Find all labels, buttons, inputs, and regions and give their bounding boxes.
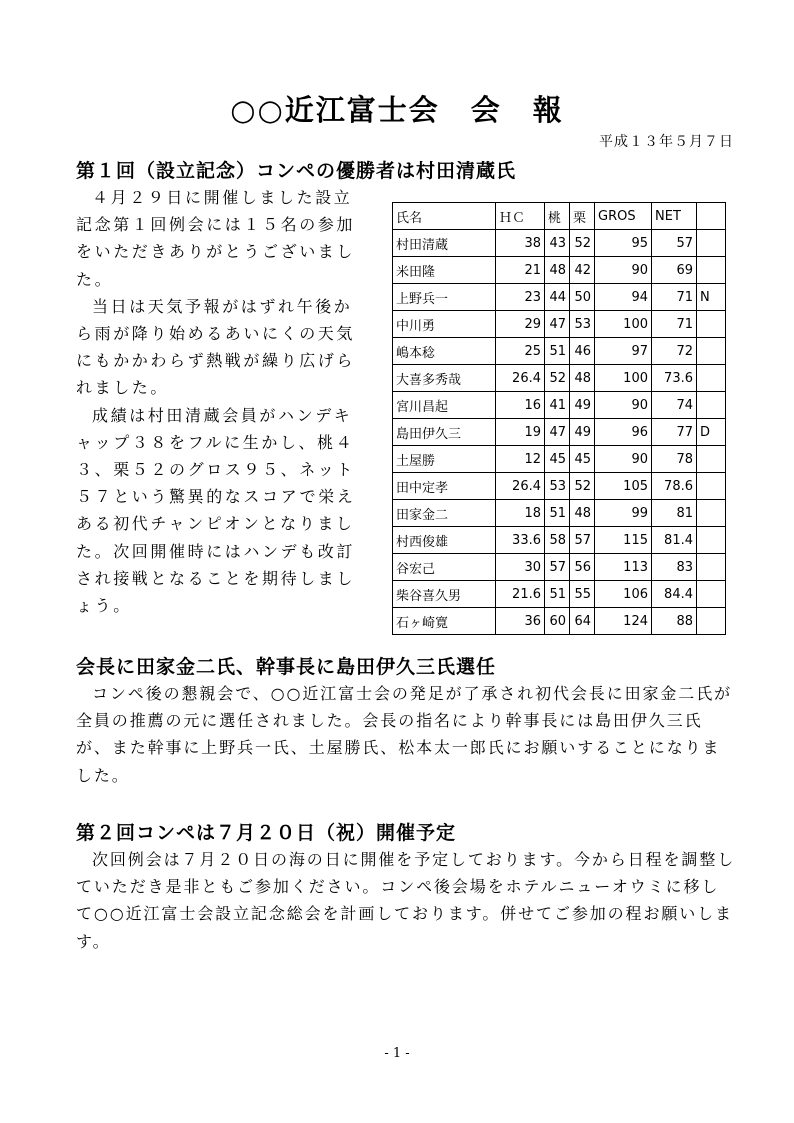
table-row [393, 581, 726, 608]
cell-hc: 16 [496, 392, 545, 419]
cell-peach: 51 [545, 338, 570, 365]
cell-net: 81.4 [652, 527, 697, 554]
cell-chestnut: 53 [570, 311, 595, 338]
cell-net: 57 [652, 230, 697, 257]
cell-gross: 90 [595, 446, 652, 473]
cell-mark: D [697, 419, 726, 446]
page-number: - 1 - [384, 1046, 410, 1061]
cell-chestnut: 48 [570, 365, 595, 392]
section1-paragraph: 成績は村田清蔵会員がハンデキャップ３８をフルに生かし、桃４３、栗５２のグロス９５、ネット５７という驚異的なスコアで栄えある初代チャンピオンとなりました。次回開催時にはハンデも改訂され接戦となることを期待しましょう。 [76, 405, 356, 616]
cell-net: 81 [652, 500, 697, 527]
cell-hc: 23 [496, 284, 545, 311]
cell-hc: 26.4 [496, 473, 545, 500]
cell-peach: 52 [545, 365, 570, 392]
header-peach: 桃 [545, 203, 570, 230]
cell-gross: 99 [595, 500, 652, 527]
section3-paragraph: 次回例会は７月２０日の海の日に開催を予定しております。今から日程を調整していただき是非ともご参加ください。コンペ後会場をホテルニューオウミに移して○○近江富士会設立記念総会を計画しております。併せてご参加の程お願いします。 [76, 850, 736, 951]
cell-mark [697, 365, 726, 392]
table-row [393, 527, 726, 554]
cell-peach: 47 [545, 419, 570, 446]
cell-chestnut: 55 [570, 581, 595, 608]
cell-name: 村田清蔵 [393, 230, 496, 257]
cell-chestnut: 57 [570, 527, 595, 554]
cell-net: 78 [652, 446, 697, 473]
table-row [393, 392, 726, 419]
cell-name: 嶋本稔 [393, 338, 496, 365]
header-gross: GROS [595, 203, 652, 230]
cell-net: 77 [652, 419, 697, 446]
cell-peach: 43 [545, 230, 570, 257]
issue-date: 平成１３年５月７日 [599, 134, 734, 150]
cell-mark [697, 554, 726, 581]
cell-mark [697, 230, 726, 257]
cell-gross: 96 [595, 419, 652, 446]
cell-name: 石ヶ崎寛 [393, 608, 496, 635]
table-row [393, 365, 726, 392]
header-chestnut: 栗 [570, 203, 595, 230]
cell-mark [697, 392, 726, 419]
table-row [393, 230, 726, 257]
cell-peach: 51 [545, 581, 570, 608]
cell-peach: 44 [545, 284, 570, 311]
cell-net: 73.6 [652, 365, 697, 392]
cell-net: 84.4 [652, 581, 697, 608]
table-row [393, 338, 726, 365]
cell-name: 中川勇 [393, 311, 496, 338]
results-table [392, 202, 726, 635]
header-hc: ＨＣ [496, 203, 545, 230]
cell-name: 米田隆 [393, 257, 496, 284]
cell-chestnut: 64 [570, 608, 595, 635]
section3-body [76, 846, 736, 955]
cell-gross: 90 [595, 257, 652, 284]
table-row [393, 257, 726, 284]
cell-name: 宮川昌起 [393, 392, 496, 419]
cell-name: 島田伊久三 [393, 419, 496, 446]
cell-gross: 94 [595, 284, 652, 311]
cell-name: 田中定孝 [393, 473, 496, 500]
results-table-body [393, 230, 726, 635]
cell-name: 土屋勝 [393, 446, 496, 473]
cell-chestnut: 49 [570, 419, 595, 446]
table-row [393, 473, 726, 500]
cell-net: 78.6 [652, 473, 697, 500]
cell-net: 88 [652, 608, 697, 635]
table-row [393, 554, 726, 581]
table-row [393, 284, 726, 311]
cell-peach: 47 [545, 311, 570, 338]
cell-chestnut: 52 [570, 230, 595, 257]
cell-net: 71 [652, 284, 697, 311]
cell-hc: 26.4 [496, 365, 545, 392]
table-row [393, 311, 726, 338]
section1-paragraph: 当日は天気予報がはずれ午後から雨が降り始めるあいにくの天気にもかかわらず熱戦が繰り広げられました。 [76, 296, 356, 398]
cell-peach: 58 [545, 527, 570, 554]
cell-gross: 95 [595, 230, 652, 257]
cell-name: 村西俊雄 [393, 527, 496, 554]
cell-gross: 105 [595, 473, 652, 500]
section1-heading: 第１回（設立記念）コンペの優勝者は村田清蔵氏 [76, 160, 517, 182]
cell-hc: 18 [496, 500, 545, 527]
cell-name: 田家金二 [393, 500, 496, 527]
cell-mark [697, 257, 726, 284]
cell-gross: 113 [595, 554, 652, 581]
cell-chestnut: 48 [570, 500, 595, 527]
table-header-row [393, 203, 726, 230]
section2-heading: 会長に田家金二氏、幹事長に島田伊久三氏選任 [76, 656, 497, 678]
cell-mark [697, 338, 726, 365]
cell-mark: N [697, 284, 726, 311]
header-net: NET [652, 203, 697, 230]
cell-peach: 45 [545, 446, 570, 473]
header-name: 氏名 [393, 203, 496, 230]
cell-chestnut: 42 [570, 257, 595, 284]
cell-mark [697, 473, 726, 500]
cell-chestnut: 46 [570, 338, 595, 365]
cell-peach: 57 [545, 554, 570, 581]
cell-hc: 21.6 [496, 581, 545, 608]
cell-hc: 33.6 [496, 527, 545, 554]
header-mark [697, 203, 726, 230]
cell-hc: 25 [496, 338, 545, 365]
cell-mark [697, 527, 726, 554]
cell-chestnut: 49 [570, 392, 595, 419]
cell-peach: 51 [545, 500, 570, 527]
cell-hc: 36 [496, 608, 545, 635]
cell-mark [697, 608, 726, 635]
cell-mark [697, 446, 726, 473]
table-row [393, 419, 726, 446]
table-row [393, 500, 726, 527]
cell-hc: 12 [496, 446, 545, 473]
cell-gross: 100 [595, 365, 652, 392]
cell-peach: 41 [545, 392, 570, 419]
cell-hc: 19 [496, 419, 545, 446]
cell-peach: 53 [545, 473, 570, 500]
section2-paragraph: コンペ後の懇親会で、○○近江富士会の発足が了承され初代会長に田家金二氏が全員の推薦の元に選任されました。会長の指名により幹事長には島田伊久三氏が、また幹事に上野兵一氏、土屋勝氏、松本太一郎氏にお願いすることになりました。 [76, 684, 733, 785]
cell-name: 谷宏己 [393, 554, 496, 581]
cell-hc: 21 [496, 257, 545, 284]
cell-gross: 100 [595, 311, 652, 338]
cell-net: 69 [652, 257, 697, 284]
cell-hc: 30 [496, 554, 545, 581]
cell-name: 大喜多秀哉 [393, 365, 496, 392]
section1-paragraph: ４月２９日に開催しました設立記念第１回例会には１５名の参加をいただきありがとうございました。 [76, 188, 356, 289]
cell-chestnut: 56 [570, 554, 595, 581]
cell-mark [697, 311, 726, 338]
cell-gross: 124 [595, 608, 652, 635]
cell-gross: 115 [595, 527, 652, 554]
cell-mark [697, 500, 726, 527]
section2-body [76, 680, 736, 789]
cell-chestnut: 45 [570, 446, 595, 473]
cell-net: 72 [652, 338, 697, 365]
cell-peach: 48 [545, 257, 570, 284]
cell-gross: 97 [595, 338, 652, 365]
cell-gross: 90 [595, 392, 652, 419]
cell-net: 83 [652, 554, 697, 581]
cell-mark [697, 581, 726, 608]
cell-net: 71 [652, 311, 697, 338]
cell-gross: 106 [595, 581, 652, 608]
cell-hc: 29 [496, 311, 545, 338]
newsletter-title: ○○近江富士会 会 報 [230, 93, 564, 127]
section3-heading: 第２回コンペは７月２０日（祝）開催予定 [76, 822, 457, 844]
table-row [393, 446, 726, 473]
cell-name: 柴谷喜久男 [393, 581, 496, 608]
cell-name: 上野兵一 [393, 284, 496, 311]
cell-chestnut: 52 [570, 473, 595, 500]
cell-peach: 60 [545, 608, 570, 635]
section1-body [76, 184, 358, 619]
cell-hc: 38 [496, 230, 545, 257]
cell-chestnut: 50 [570, 284, 595, 311]
table-row [393, 608, 726, 635]
cell-net: 74 [652, 392, 697, 419]
